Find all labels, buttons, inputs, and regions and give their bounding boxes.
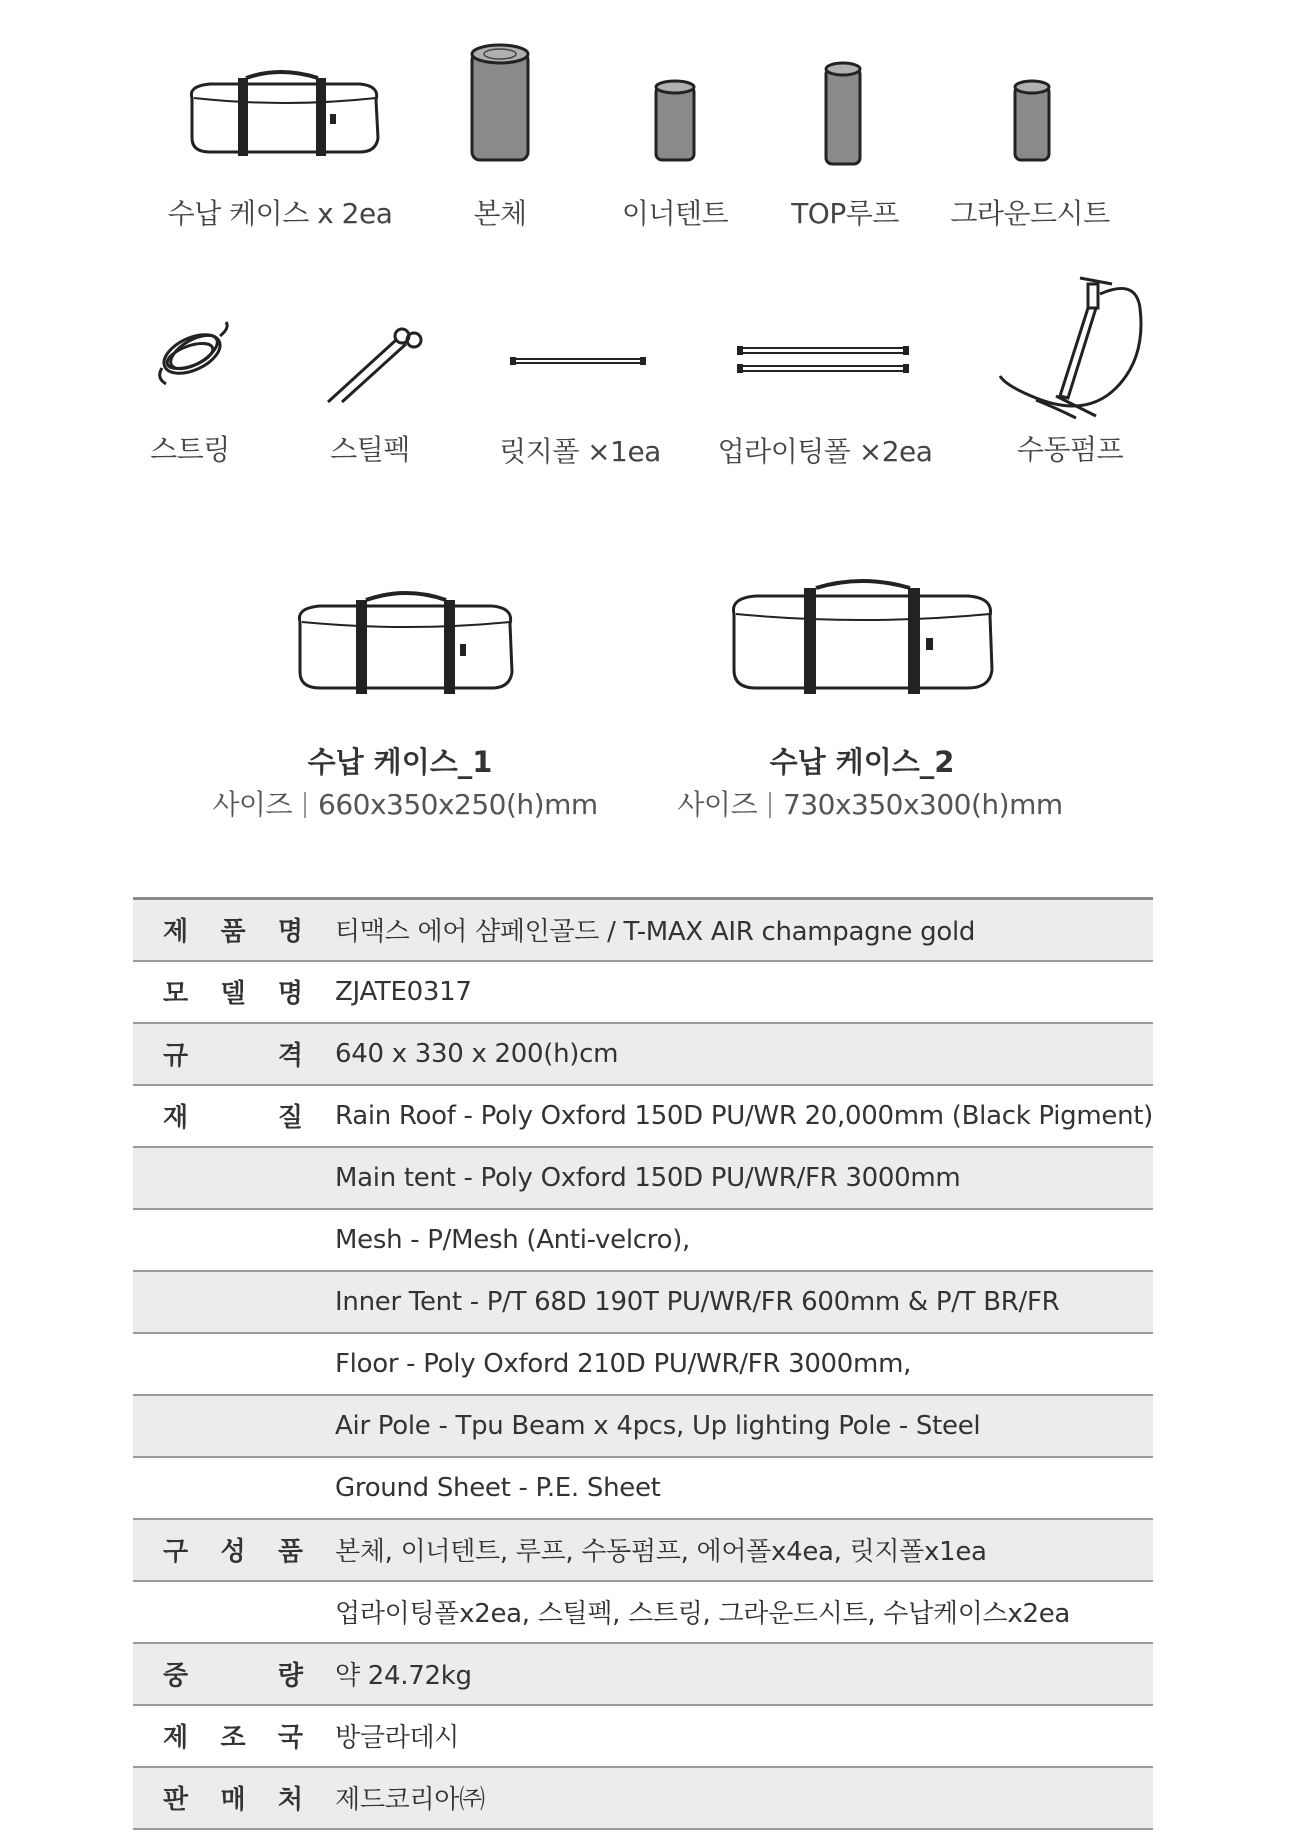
spec-material: Air Pole - Tpu Beam x 4pcs, Up lighting Pole - Steel [321, 1395, 1153, 1457]
table-row [133, 1209, 1153, 1271]
table-row [133, 899, 1153, 961]
component-label: 이너텐트 [621, 197, 729, 230]
table-row [133, 1271, 1153, 1333]
table-row [133, 1085, 1153, 1147]
spec-material: Floor - Poly Oxford 210D PU/WR/FR 3000mm, [321, 1333, 1153, 1395]
table-row [133, 1705, 1153, 1767]
case-size-label: 사이즈 [212, 788, 293, 821]
ridge-pole-icon [510, 354, 646, 368]
component-label: 그라운드시트 [950, 197, 1110, 230]
spec-key: 제 품 명 [133, 899, 321, 961]
steel-peg-icon [322, 326, 426, 406]
component-label: 스트링 [150, 433, 230, 466]
table-row [133, 1519, 1153, 1581]
spec-material: Ground Sheet - P.E. Sheet [321, 1457, 1153, 1519]
table-row [133, 1581, 1153, 1643]
case-2-size [645, 783, 1095, 823]
spec-table [133, 897, 1153, 1830]
spec-product-name: 티맥스 에어 샴페인골드 / T-MAX AIR champagne gold [321, 899, 1153, 961]
spec-weight: 약 24.72kg [321, 1643, 1153, 1705]
spec-key: 모 델 명 [133, 961, 321, 1023]
hand-pump-icon [996, 268, 1146, 428]
component-label: 수납 케이스 x 2ea [167, 197, 393, 230]
inner-tent-roll-icon [653, 78, 697, 164]
spec-key: 제 조 국 [133, 1705, 321, 1767]
top-roof-roll-icon [823, 60, 863, 168]
separator [769, 792, 771, 818]
spec-material: Mesh - P/Mesh (Anti-velcro), [321, 1209, 1153, 1271]
tent-body-roll-icon [468, 42, 532, 168]
table-row [133, 1457, 1153, 1519]
case-1-title: 수납 케이스_1 [307, 745, 493, 779]
component-label: 스틸펙 [330, 433, 410, 466]
component-label: 릿지폴 ×1ea [499, 435, 661, 468]
component-label: 수동펌프 [1016, 433, 1124, 466]
spec-key: 중 량 [133, 1643, 321, 1705]
spec-key: 구 성 품 [133, 1519, 321, 1581]
table-row [133, 1767, 1153, 1829]
case-size-label: 사이즈 [677, 788, 758, 821]
case-1-size [180, 783, 630, 823]
spec-contents: 업라이팅폴x2ea, 스틸펙, 스트링, 그라운드시트, 수납케이스x2ea [321, 1581, 1153, 1643]
spec-contents: 본체, 이너텐트, 루프, 수동펌프, 에어폴x4ea, 릿지폴x1ea [321, 1519, 1153, 1581]
spec-material: Inner Tent - P/T 68D 190T PU/WR/FR 600mm & P/T BR/FR [321, 1271, 1153, 1333]
ground-sheet-roll-icon [1012, 78, 1052, 164]
storage-case-1-icon [286, 588, 526, 698]
spec-dimension: 640 x 330 x 200(h)cm [321, 1023, 1153, 1085]
spec-key: 재 질 [133, 1085, 321, 1147]
table-row [133, 1643, 1153, 1705]
component-label: 본체 [473, 197, 527, 230]
uplighting-pole-icon [737, 344, 909, 376]
case-2-title: 수납 케이스_2 [769, 745, 955, 779]
component-label: TOP루프 [791, 197, 899, 230]
separator [304, 792, 306, 818]
spec-material: Rain Roof - Poly Oxford 150D PU/WR 20,000mm (Black Pigment) [321, 1085, 1153, 1147]
table-row [133, 1395, 1153, 1457]
table-row [133, 1147, 1153, 1209]
spec-origin: 방글라데시 [321, 1705, 1153, 1767]
case-size-value: 660x350x250(h)mm [318, 788, 598, 821]
table-row [133, 1023, 1153, 1085]
carry-bag-icon [180, 68, 390, 160]
spec-key: 판 매 처 [133, 1767, 321, 1829]
spec-seller: 제드코리아㈜ [321, 1767, 1153, 1829]
storage-case-2-icon [720, 576, 1005, 700]
spec-model: ZJATE0317 [321, 961, 1153, 1023]
spec-key: 규 격 [133, 1023, 321, 1085]
table-row [133, 1333, 1153, 1395]
case-size-value: 730x350x300(h)mm [783, 788, 1063, 821]
spec-material: Main tent - Poly Oxford 150D PU/WR/FR 3000mm [321, 1147, 1153, 1209]
component-label: 업라이팅폴 ×2ea [717, 435, 933, 468]
table-row [133, 961, 1153, 1023]
string-coil-icon [152, 318, 236, 390]
